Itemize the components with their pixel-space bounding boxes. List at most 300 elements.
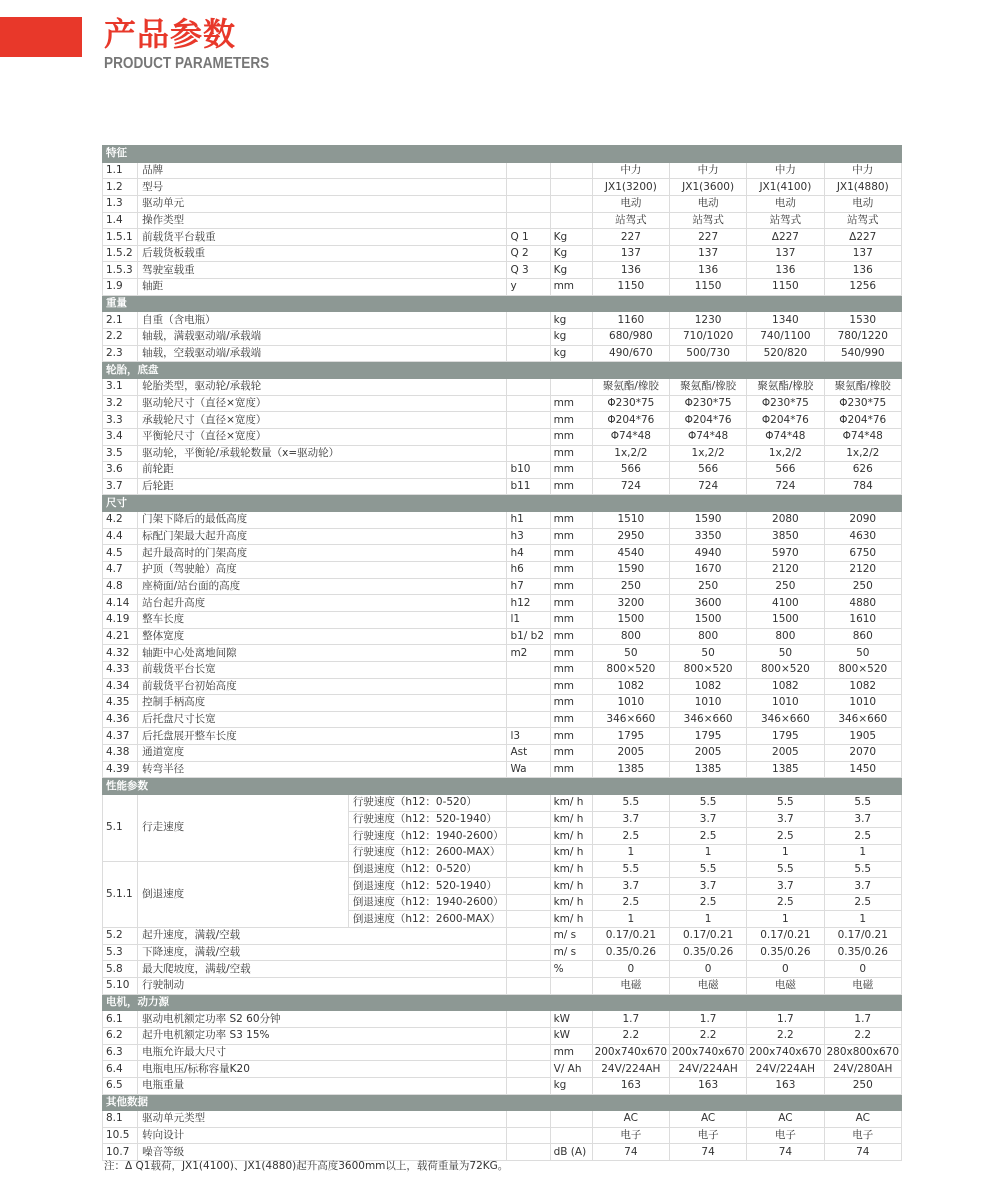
model-value-cell: 250 [824, 578, 901, 595]
model-value-cell: 聚氨酯/橡胶 [669, 378, 746, 395]
param-id: 2.1 [103, 312, 138, 329]
param-unit: V/ Ah [550, 1061, 592, 1078]
param-name: 标配门架最大起升高度 [138, 528, 507, 545]
model-value-cell: 站驾式 [592, 212, 669, 229]
param-id: 3.3 [103, 412, 138, 429]
model-value-cell: Φ204*76 [592, 412, 669, 429]
param-unit: mm [550, 678, 592, 695]
param-name: 前轮距 [138, 462, 507, 479]
model-value-cell: 800×520 [669, 661, 746, 678]
model-value-cell: 50 [592, 645, 669, 662]
param-unit: km/ h [550, 794, 592, 811]
model-value-cell: 800 [747, 628, 824, 645]
param-name: 驱动轮，平衡轮/承载轮数量（x=驱动轮） [138, 445, 507, 462]
param-name: 电瓶允许最大尺寸 [138, 1044, 507, 1061]
model-value-cell: 1010 [592, 695, 669, 712]
model-value-cell: Δ227 [747, 229, 824, 246]
table-row [103, 279, 902, 296]
model-value-cell: 1 [669, 844, 746, 861]
model-value-cell: 1385 [747, 761, 824, 778]
param-unit: km/ h [550, 844, 592, 861]
model-value-cell: 中力 [669, 162, 746, 179]
model-value-cell: 1385 [669, 761, 746, 778]
table-row [103, 645, 902, 662]
model-value-cell: 2005 [747, 745, 824, 762]
param-symbol [507, 412, 550, 429]
param-unit: Kg [550, 245, 592, 262]
param-name: 倒退速度 [138, 861, 349, 928]
model-value-cell: 2080 [747, 512, 824, 529]
param-unit: Kg [550, 229, 592, 246]
param-symbol [507, 312, 550, 329]
param-id: 4.32 [103, 645, 138, 662]
param-id: 4.38 [103, 745, 138, 762]
param-unit: mm [550, 661, 592, 678]
model-value-cell: 2120 [824, 562, 901, 579]
param-condition: 倒退速度（h12：0-520） [348, 861, 507, 878]
param-name: 起升电机额定功率 S3 15% [138, 1027, 507, 1044]
table-row [103, 395, 902, 412]
param-id: 3.1 [103, 378, 138, 395]
param-symbol: b1/ b2 [507, 628, 550, 645]
model-value-cell: 2.5 [592, 828, 669, 845]
param-id: 6.3 [103, 1044, 138, 1061]
param-name: 后托盘尺寸长宽 [138, 711, 507, 728]
param-name: 整体宽度 [138, 628, 507, 645]
model-value-cell: 24V/224AH [669, 1061, 746, 1078]
param-id: 3.5 [103, 445, 138, 462]
param-id: 5.1.1 [103, 861, 138, 928]
model-value-cell: JX1(3600) [669, 179, 746, 196]
model-value-cell: 1 [824, 911, 901, 928]
model-value-cell: 电动 [747, 195, 824, 212]
param-unit: mm [550, 279, 592, 296]
param-symbol [507, 944, 550, 961]
model-value-cell: 780/1220 [824, 329, 901, 346]
param-name: 座椅面/站台面的高度 [138, 578, 507, 595]
table-row [103, 545, 902, 562]
param-symbol: y [507, 279, 550, 296]
section-title: 尺寸 [103, 495, 902, 512]
table-row [103, 611, 902, 628]
param-symbol [507, 878, 550, 895]
param-unit: mm [550, 545, 592, 562]
param-unit: mm [550, 595, 592, 612]
table-row [103, 195, 902, 212]
param-symbol [507, 395, 550, 412]
model-value-cell: 0.35/0.26 [669, 944, 746, 961]
model-value-cell: 聚氨酯/橡胶 [824, 378, 901, 395]
model-value-cell: 聚氨酯/橡胶 [747, 378, 824, 395]
model-value-cell: 1.7 [747, 1011, 824, 1028]
param-unit: kW [550, 1027, 592, 1044]
model-value-cell: AC [824, 1111, 901, 1128]
table-row [103, 179, 902, 196]
model-value-cell: 1082 [669, 678, 746, 695]
model-value-cell: 490/670 [592, 345, 669, 362]
table-row [103, 578, 902, 595]
model-value-cell: 346×660 [747, 711, 824, 728]
model-value-cell: 1500 [669, 611, 746, 628]
model-value-cell: 784 [824, 478, 901, 495]
model-value-cell: 1340 [747, 312, 824, 329]
param-symbol [507, 978, 550, 995]
table-row [103, 1127, 902, 1144]
param-name: 行驶制动 [138, 978, 507, 995]
model-value-cell: 1385 [592, 761, 669, 778]
model-value-cell: 24V/280AH [824, 1061, 901, 1078]
param-name: 转向设计 [138, 1127, 507, 1144]
model-value-cell: 1x,2/2 [669, 445, 746, 462]
model-value-cell: 2.5 [669, 828, 746, 845]
model-value-cell: 1795 [592, 728, 669, 745]
model-value-cell: 250 [592, 578, 669, 595]
model-value-cell: 电子 [592, 1127, 669, 1144]
model-value-cell: JX1(4880) [824, 179, 901, 196]
model-value-cell: 74 [747, 1144, 824, 1161]
table-row [103, 978, 902, 995]
param-unit: mm [550, 528, 592, 545]
table-row [103, 1027, 902, 1044]
model-value-cell: 3.7 [669, 811, 746, 828]
model-value-cell: 1010 [669, 695, 746, 712]
table-row [103, 312, 902, 329]
param-name: 轴载，满载驱动端/承载端 [138, 329, 507, 346]
section-title: 性能参数 [103, 778, 902, 795]
table-row [103, 794, 902, 811]
model-value-cell: 566 [669, 462, 746, 479]
model-value-cell: JX1(4100) [747, 179, 824, 196]
section-header [103, 295, 902, 312]
model-value-cell: JX1(3200) [592, 179, 669, 196]
section-title: 重量 [103, 295, 902, 312]
param-id: 10.7 [103, 1144, 138, 1161]
table-row [103, 229, 902, 246]
model-value-cell: 724 [669, 478, 746, 495]
table-row [103, 528, 902, 545]
model-value-cell: 50 [824, 645, 901, 662]
model-value-cell: 1795 [747, 728, 824, 745]
param-unit: mm [550, 761, 592, 778]
model-value-cell: 电磁 [592, 978, 669, 995]
model-value-cell: 1x,2/2 [824, 445, 901, 462]
param-id: 6.2 [103, 1027, 138, 1044]
param-symbol: Q 2 [507, 245, 550, 262]
model-value-cell: 0.35/0.26 [592, 944, 669, 961]
param-id: 6.1 [103, 1011, 138, 1028]
param-unit: % [550, 961, 592, 978]
model-value-cell: AC [592, 1111, 669, 1128]
model-value-cell: 1 [747, 844, 824, 861]
model-value-cell: 1 [669, 911, 746, 928]
model-value-cell: 1.7 [824, 1011, 901, 1028]
param-unit: km/ h [550, 811, 592, 828]
param-unit: km/ h [550, 894, 592, 911]
model-value-cell: 280x800x670 [824, 1044, 901, 1061]
param-name: 后托盘展开整车长度 [138, 728, 507, 745]
model-value-cell: Φ230*75 [669, 395, 746, 412]
model-value-cell: 电子 [747, 1127, 824, 1144]
model-value-cell: 站驾式 [824, 212, 901, 229]
table-row [103, 262, 902, 279]
page-title: 产品参数 [104, 15, 237, 53]
param-name: 站台起升高度 [138, 595, 507, 612]
model-value-cell: Φ230*75 [747, 395, 824, 412]
param-symbol: l1 [507, 611, 550, 628]
param-unit: kg [550, 312, 592, 329]
param-unit [550, 978, 592, 995]
param-name: 驱动单元 [138, 195, 507, 212]
param-symbol [507, 329, 550, 346]
model-value-cell: 3600 [669, 595, 746, 612]
model-value-cell: 1010 [747, 695, 824, 712]
model-value-cell: 2.5 [747, 894, 824, 911]
model-value-cell: 3.7 [669, 878, 746, 895]
table-row [103, 1061, 902, 1078]
param-symbol: Wa [507, 761, 550, 778]
param-symbol [507, 961, 550, 978]
model-value-cell: 6750 [824, 545, 901, 562]
param-name: 最大爬坡度，满载/空载 [138, 961, 507, 978]
param-unit: mm [550, 728, 592, 745]
param-unit: Kg [550, 262, 592, 279]
table-row [103, 512, 902, 529]
param-symbol: Ast [507, 745, 550, 762]
section-title: 其他数据 [103, 1094, 902, 1111]
param-id: 4.33 [103, 661, 138, 678]
header-accent-block [0, 17, 82, 57]
param-id: 3.6 [103, 462, 138, 479]
model-value-cell: 3850 [747, 528, 824, 545]
param-unit: km/ h [550, 828, 592, 845]
model-value-cell: 200x740x670 [747, 1044, 824, 1061]
param-condition: 行驶速度（h12：0-520） [348, 794, 507, 811]
model-value-cell: 1150 [592, 279, 669, 296]
param-symbol [507, 811, 550, 828]
model-value-cell: 860 [824, 628, 901, 645]
table-row [103, 212, 902, 229]
param-id: 3.7 [103, 478, 138, 495]
model-value-cell: 5970 [747, 545, 824, 562]
model-value-cell: 137 [669, 245, 746, 262]
table-row [103, 478, 902, 495]
param-unit: mm [550, 445, 592, 462]
param-condition: 行驶速度（h12：520-1940） [348, 811, 507, 828]
param-symbol [507, 195, 550, 212]
param-name: 品牌 [138, 162, 507, 179]
model-value-cell: 2.2 [669, 1027, 746, 1044]
param-name: 轮胎类型，驱动轮/承载轮 [138, 378, 507, 395]
model-value-cell: 1160 [592, 312, 669, 329]
model-value-cell: 5.5 [824, 794, 901, 811]
param-symbol [507, 179, 550, 196]
param-id: 5.3 [103, 944, 138, 961]
model-value-cell: 250 [824, 1077, 901, 1094]
param-symbol [507, 894, 550, 911]
param-unit: km/ h [550, 878, 592, 895]
model-value-cell: 1 [592, 844, 669, 861]
model-value-cell: 1670 [669, 562, 746, 579]
model-value-cell: Φ204*76 [669, 412, 746, 429]
model-value-cell: 1795 [669, 728, 746, 745]
model-value-cell: 1 [824, 844, 901, 861]
model-value-cell: 74 [824, 1144, 901, 1161]
param-id: 4.37 [103, 728, 138, 745]
model-value-cell: 1500 [592, 611, 669, 628]
model-value-cell: 0.35/0.26 [824, 944, 901, 961]
section-header [103, 362, 902, 379]
model-value-cell: 电磁 [747, 978, 824, 995]
model-value-cell: 2.5 [824, 894, 901, 911]
param-symbol: h12 [507, 595, 550, 612]
param-condition: 倒退速度（h12：2600-MAX） [348, 911, 507, 928]
model-value-cell: Φ204*76 [747, 412, 824, 429]
model-value-cell: 4940 [669, 545, 746, 562]
model-value-cell: 1510 [592, 512, 669, 529]
table-row [103, 695, 902, 712]
param-unit: mm [550, 628, 592, 645]
section-header [103, 146, 902, 163]
param-symbol [507, 1044, 550, 1061]
section-header [103, 994, 902, 1011]
param-symbol [507, 928, 550, 945]
param-symbol: m2 [507, 645, 550, 662]
table-row [103, 428, 902, 445]
model-value-cell: 163 [592, 1077, 669, 1094]
model-value-cell: 520/820 [747, 345, 824, 362]
model-value-cell: 5.5 [747, 794, 824, 811]
model-value-cell: 2120 [747, 562, 824, 579]
param-name: 操作类型 [138, 212, 507, 229]
model-value-cell: 0.17/0.21 [592, 928, 669, 945]
param-unit [550, 162, 592, 179]
model-value-cell: 中力 [592, 162, 669, 179]
param-id: 1.5.3 [103, 262, 138, 279]
model-value-cell: 1450 [824, 761, 901, 778]
model-value-cell: 4100 [747, 595, 824, 612]
param-id: 5.1 [103, 794, 138, 861]
table-row [103, 1111, 902, 1128]
model-value-cell: 中力 [747, 162, 824, 179]
param-unit [550, 1127, 592, 1144]
table-row [103, 462, 902, 479]
param-unit: mm [550, 462, 592, 479]
param-symbol [507, 711, 550, 728]
model-value-cell: 2070 [824, 745, 901, 762]
param-id: 1.5.2 [103, 245, 138, 262]
section-header [103, 495, 902, 512]
param-symbol [507, 1127, 550, 1144]
param-id: 2.3 [103, 345, 138, 362]
param-id: 4.19 [103, 611, 138, 628]
section-header [103, 778, 902, 795]
model-value-cell: 540/990 [824, 345, 901, 362]
table-row [103, 728, 902, 745]
model-value-cell: 137 [592, 245, 669, 262]
param-name: 型号 [138, 179, 507, 196]
model-value-cell: 4540 [592, 545, 669, 562]
model-value-cell: Φ74*48 [824, 428, 901, 445]
param-unit: kg [550, 1077, 592, 1094]
model-value-cell: 2.5 [669, 894, 746, 911]
model-value-cell: Φ230*75 [592, 395, 669, 412]
table-row [103, 1044, 902, 1061]
param-unit: mm [550, 711, 592, 728]
param-unit [550, 179, 592, 196]
model-value-cell: Φ204*76 [824, 412, 901, 429]
param-id: 5.2 [103, 928, 138, 945]
param-symbol [507, 1077, 550, 1094]
model-value-cell: 1500 [747, 611, 824, 628]
param-id: 4.21 [103, 628, 138, 645]
model-value-cell: Φ74*48 [669, 428, 746, 445]
table-row [103, 928, 902, 945]
model-value-cell: 1.7 [592, 1011, 669, 1028]
table-row [103, 445, 902, 462]
model-value-cell: 250 [747, 578, 824, 595]
param-symbol [507, 162, 550, 179]
model-value-cell: 0 [824, 961, 901, 978]
param-name: 噪音等级 [138, 1144, 507, 1161]
model-value-cell: 1 [592, 911, 669, 928]
param-id: 5.10 [103, 978, 138, 995]
model-value-cell: 1230 [669, 312, 746, 329]
model-value-cell: 1082 [592, 678, 669, 695]
param-symbol: Q 3 [507, 262, 550, 279]
param-id: 6.4 [103, 1061, 138, 1078]
model-value-cell: 2.5 [747, 828, 824, 845]
param-name: 电瓶电压/标称容量K20 [138, 1061, 507, 1078]
model-value-cell: 163 [669, 1077, 746, 1094]
model-value-cell: 1.7 [669, 1011, 746, 1028]
param-name: 整车长度 [138, 611, 507, 628]
param-id: 4.36 [103, 711, 138, 728]
model-value-cell: 1082 [824, 678, 901, 695]
param-name: 护顶（驾驶舱）高度 [138, 562, 507, 579]
model-value-cell: 2090 [824, 512, 901, 529]
model-value-cell: 1150 [747, 279, 824, 296]
param-symbol [507, 828, 550, 845]
param-name: 后载货板载重 [138, 245, 507, 262]
param-unit: mm [550, 412, 592, 429]
param-symbol [507, 861, 550, 878]
param-condition: 倒退速度（h12：1940-2600） [348, 894, 507, 911]
param-name: 后轮距 [138, 478, 507, 495]
model-value-cell: 5.5 [669, 861, 746, 878]
model-value-cell: 566 [592, 462, 669, 479]
param-name: 驱动电机额定功率 S2 60分钟 [138, 1011, 507, 1028]
model-value-cell: 3.7 [824, 811, 901, 828]
model-value-cell: 227 [669, 229, 746, 246]
model-value-cell: 1x,2/2 [592, 445, 669, 462]
table-row [103, 961, 902, 978]
param-unit: mm [550, 611, 592, 628]
model-value-cell: 346×660 [824, 711, 901, 728]
param-id: 8.1 [103, 1111, 138, 1128]
model-value-cell: 1082 [747, 678, 824, 695]
table-row [103, 861, 902, 878]
model-value-cell: 2.2 [824, 1027, 901, 1044]
model-value-cell: 3.7 [747, 811, 824, 828]
model-value-cell: Φ74*48 [592, 428, 669, 445]
param-name: 承载轮尺寸（直径×宽度） [138, 412, 507, 429]
table-row [103, 1077, 902, 1094]
param-condition: 行驶速度（h12：1940-2600） [348, 828, 507, 845]
param-id: 4.7 [103, 562, 138, 579]
param-unit: mm [550, 1044, 592, 1061]
section-title: 特征 [103, 146, 902, 163]
model-value-cell: Φ230*75 [824, 395, 901, 412]
